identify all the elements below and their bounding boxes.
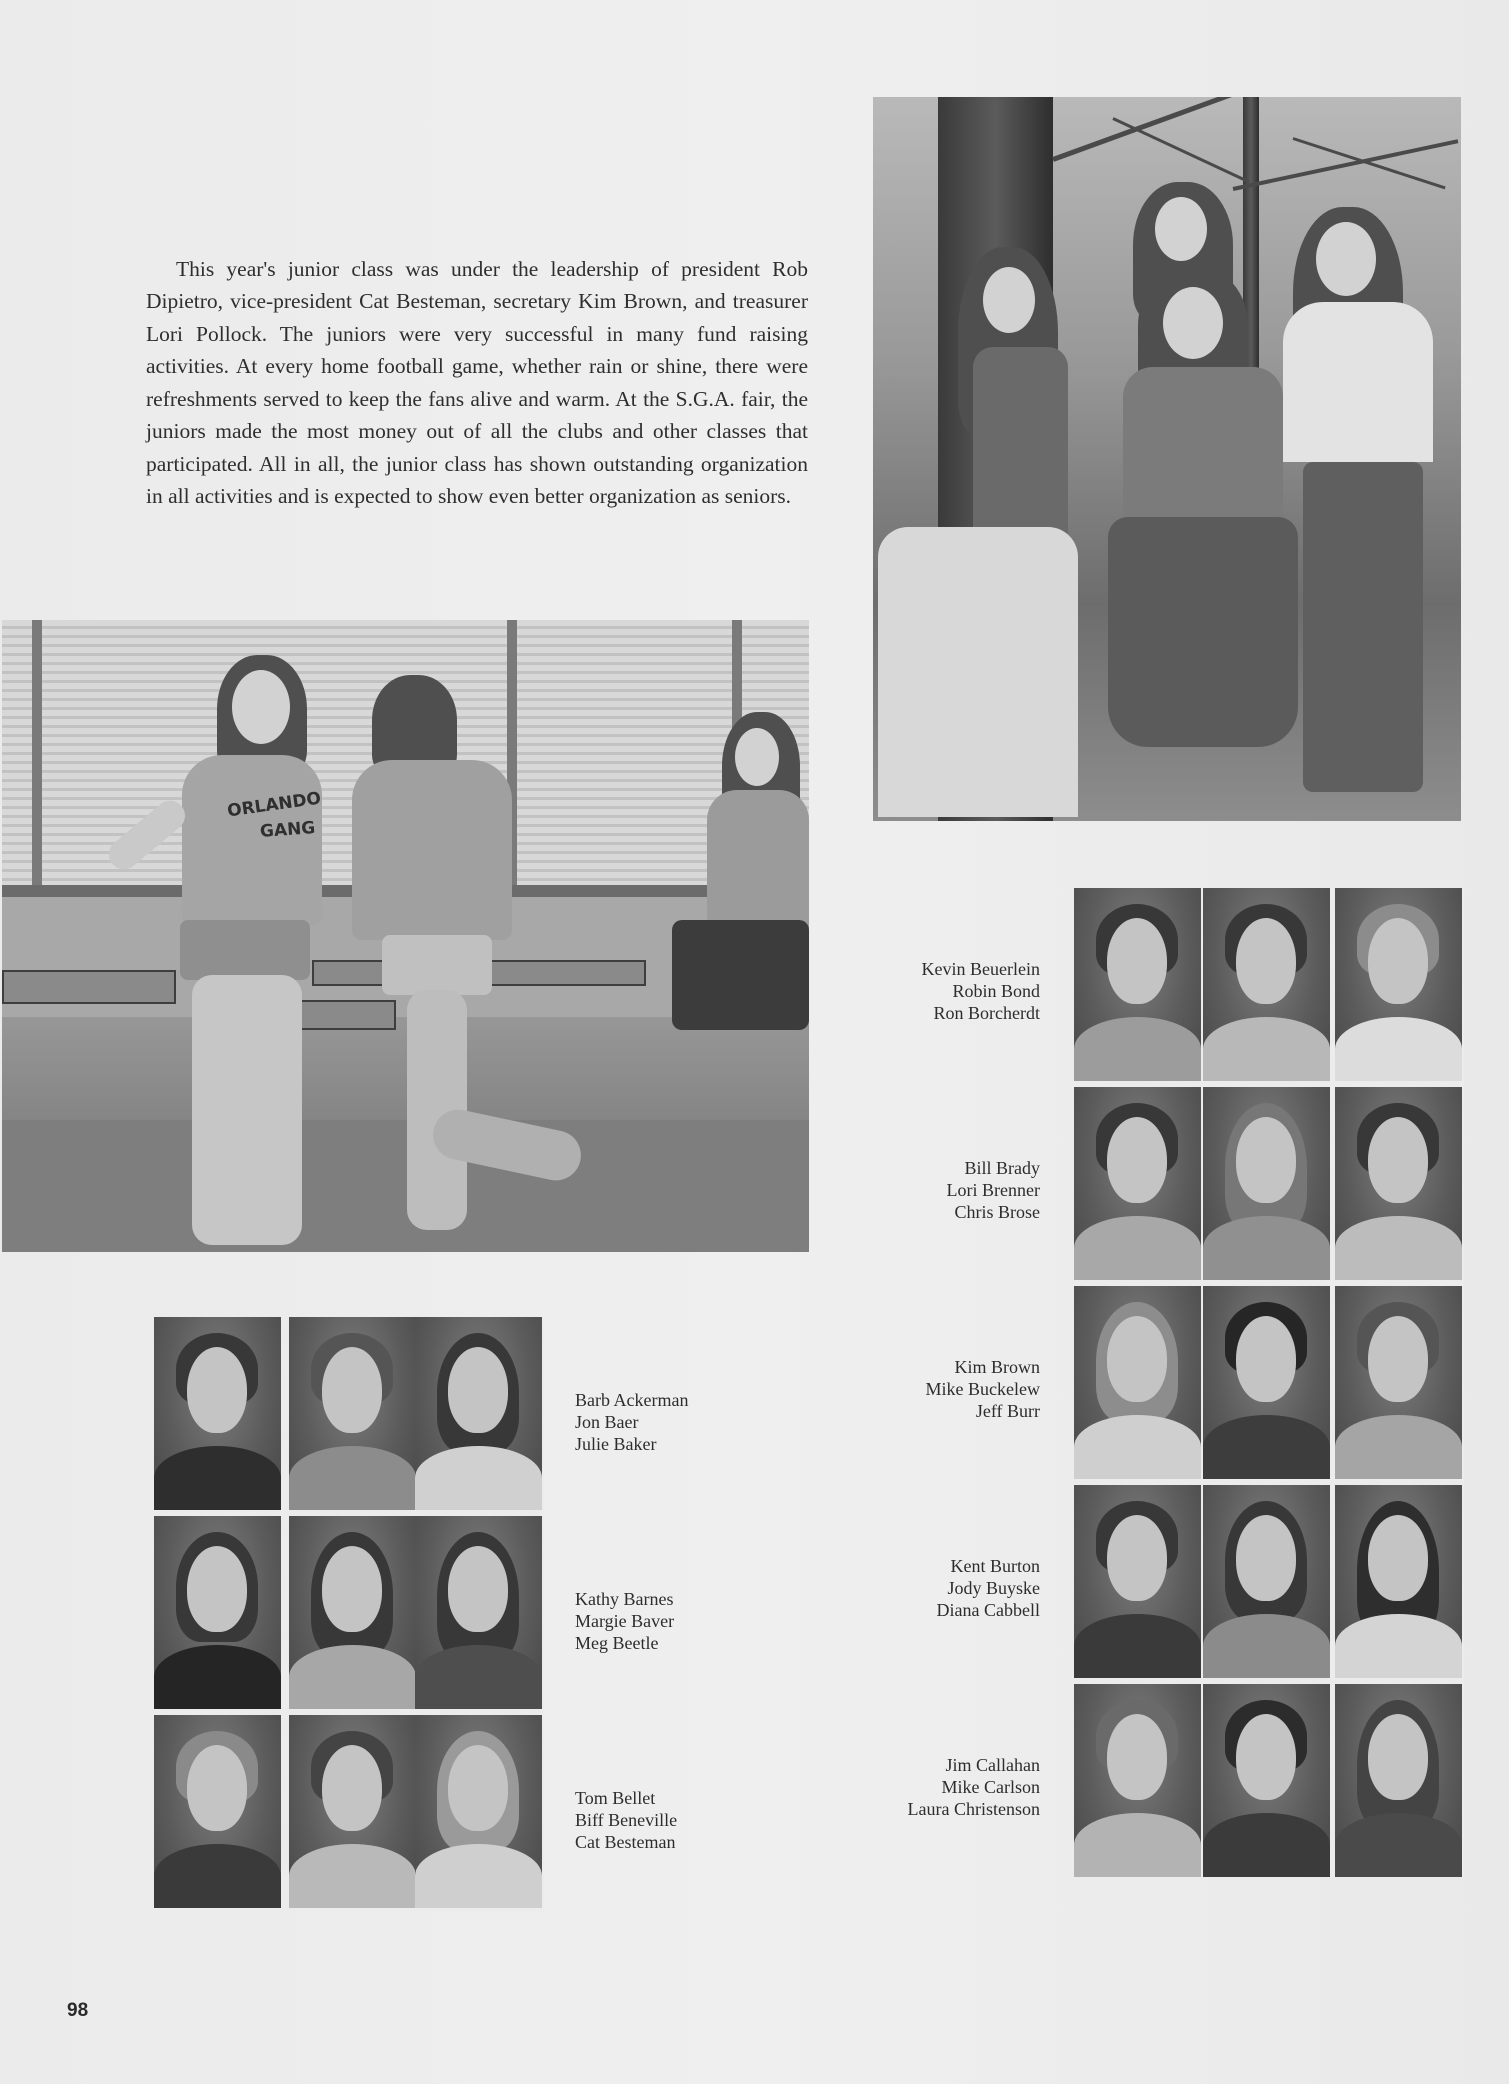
page-number: 98	[67, 2000, 89, 2021]
portrait-jon-baer	[289, 1317, 416, 1510]
student-name: Kathy Barnes	[575, 1589, 674, 1609]
portrait-mike-buckelew	[1203, 1286, 1330, 1479]
student-name: Kevin Beuerlein	[921, 959, 1040, 979]
portrait-kevin-beuerlein	[1074, 888, 1201, 1081]
portrait-jody-buyske	[1203, 1485, 1330, 1678]
portrait-cat-besteman	[415, 1715, 542, 1908]
classroom-photo	[2, 620, 809, 1252]
forest-group-photo	[873, 97, 1461, 821]
portrait-jim-callahan	[1074, 1684, 1201, 1877]
portrait-chris-brose	[1335, 1087, 1462, 1280]
portrait-kathy-barnes	[154, 1516, 281, 1709]
portrait-kent-burton	[1074, 1485, 1201, 1678]
student-name: Jim Callahan	[945, 1755, 1040, 1775]
student-name: Robin Bond	[952, 981, 1040, 1001]
student-name: Biff Beneville	[575, 1810, 678, 1830]
portrait-mike-carlson	[1203, 1684, 1330, 1877]
portrait-biff-beneville	[289, 1715, 416, 1908]
name-list-right-3	[926, 1356, 1040, 1422]
student-name: Bill Brady	[964, 1158, 1040, 1178]
portrait-ron-borcherdt	[1335, 888, 1462, 1081]
portrait-margie-baver	[289, 1516, 416, 1709]
name-list-right-1	[922, 958, 1040, 1024]
portrait-barb-ackerman	[154, 1317, 281, 1510]
intro-paragraph: This year's junior class was under the leadership of president Rob Dipietro, vice-president Cat Besteman, secretary Kim Brown, and treasurer Lori Pollock. The juniors were very successful in many fund raising activities. At every home football game, whether rain or shine, there were refreshments served to keep the fans alive and warm. At the S.G.A. fair, the juniors made the most money out of all the clubs and other classes that participated. All in all, the junior class has shown outstanding organization in all activities and is expected to show even better organization as seniors.	[146, 256, 808, 508]
portrait-grid-left	[154, 1317, 544, 1912]
student-name: Tom Bellet	[575, 1788, 656, 1808]
student-name: Margie Baver	[575, 1611, 675, 1631]
student-name: Mike Carlson	[941, 1777, 1040, 1797]
portrait-bill-brady	[1074, 1087, 1201, 1280]
name-list-right-2	[947, 1157, 1040, 1223]
portrait-diana-cabbell	[1335, 1485, 1462, 1678]
portrait-robin-bond	[1203, 888, 1330, 1081]
student-name: Kent Burton	[950, 1556, 1040, 1576]
portrait-grid-right	[1074, 888, 1464, 1876]
student-name: Lori Brenner	[946, 1180, 1040, 1200]
student-name: Jon Baer	[575, 1412, 639, 1432]
shirt-text-gang: GANG	[259, 818, 316, 842]
student-name: Ron Borcherdt	[933, 1003, 1040, 1023]
name-list-right-5	[908, 1754, 1040, 1820]
student-name: Chris Brose	[954, 1202, 1040, 1222]
student-name: Mike Buckelew	[925, 1379, 1040, 1399]
student-name: Cat Besteman	[575, 1832, 676, 1852]
portrait-meg-beetle	[415, 1516, 542, 1709]
shirt-text-orlando: ORLANDO	[226, 788, 323, 822]
student-name: Barb Ackerman	[575, 1390, 689, 1410]
student-name: Diana Cabbell	[936, 1600, 1040, 1620]
student-name: Laura Christenson	[907, 1799, 1040, 1819]
student-name: Kim Brown	[954, 1357, 1040, 1377]
portrait-julie-baker	[415, 1317, 542, 1510]
portrait-kim-brown	[1074, 1286, 1201, 1479]
student-name: Julie Baker	[575, 1434, 657, 1454]
portrait-tom-bellet	[154, 1715, 281, 1908]
name-list-left-2	[575, 1588, 674, 1654]
portrait-laura-christenson	[1335, 1684, 1462, 1877]
student-name: Jeff Burr	[975, 1401, 1040, 1421]
name-list-right-4	[937, 1555, 1040, 1621]
portrait-lori-brenner	[1203, 1087, 1330, 1280]
student-name: Jody Buyske	[947, 1578, 1040, 1598]
name-list-left-3	[575, 1787, 677, 1853]
student-name: Meg Beetle	[575, 1633, 659, 1653]
name-list-left-1	[575, 1389, 688, 1455]
portrait-jeff-burr	[1335, 1286, 1462, 1479]
